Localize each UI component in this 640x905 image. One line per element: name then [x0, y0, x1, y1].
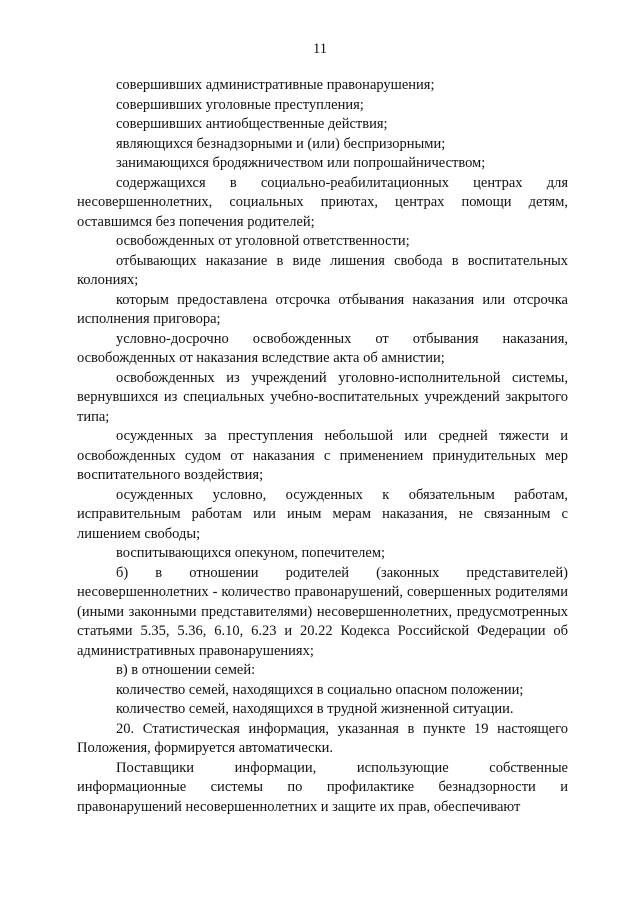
- paragraph: совершивших административные правонарушения;: [116, 77, 435, 93]
- paragraph: освобожденных от уголовной ответственности;: [116, 233, 410, 249]
- paragraph: количество семей, находящихся в социально опасном положении;: [116, 681, 524, 698]
- paragraph: содержащихся в социально-реабилитационных центрах для несовершеннолетних, социальных приютах, центрах помощи детям, оставшимся без попечения родителей;: [77, 174, 568, 230]
- paragraph: Поставщики информации, использующие собственные информационные системы по профилактике безнадзорности и правонарушений несовершеннолетних и защите их прав, обеспечивают: [77, 759, 568, 815]
- paragraph: осужденных за преступления небольшой или средней тяжести и освобожденных судом от наказания с применением принудительных мер воспитательного воздействия;: [77, 428, 568, 483]
- paragraph: в) в отношении семей:: [116, 662, 256, 678]
- paragraph: б) в отношении родителей (законных представителей) несовершеннолетних - количество правонарушений, совершенных родителями (иными законными представителями) несовершеннолетних, предусмотренных статьями 5.35, 5.36, 6.10, 6.23 и 20.22 Кодекса Российской Федерации об административных правонарушениях;: [77, 564, 568, 659]
- paragraph: освобожденных из учреждений уголовно-исполнительной системы, вернувшихся из специальных учебно-воспитательных учреждений закрытого типа;: [77, 369, 568, 425]
- document-body: [77, 76, 568, 817]
- paragraph: являющихся безнадзорными и (или) беспризорными;: [116, 135, 446, 152]
- paragraph: условно-досрочно освобожденных от отбывания наказания, освобожденных от наказания вследствие акта об амнистии;: [77, 330, 568, 366]
- paragraph: которым предоставлена отсрочка отбывания наказания или отсрочка исполнения приговора;: [77, 291, 568, 327]
- paragraph: количество семей, находящихся в трудной жизненной ситуации.: [116, 701, 514, 717]
- paragraph: осужденных условно, осужденных к обязательным работам, исправительным работам или иным мерам наказания, не связанным с лишением свободы;: [77, 486, 568, 542]
- paragraph: совершивших уголовные преступления;: [116, 96, 364, 113]
- paragraph: отбывающих наказание в виде лишения свобода в воспитательных колониях;: [77, 252, 568, 288]
- paragraph: воспитывающихся опекуном, попечителем;: [116, 545, 386, 561]
- page-number: 11: [313, 41, 327, 57]
- paragraph: совершивших антиобщественные действия;: [116, 116, 388, 132]
- paragraph: 20. Статистическая информация, указанная в пункте 19 настоящего Положения, формируется автоматически.: [77, 720, 568, 756]
- paragraph: занимающихся бродяжничеством или попрошайничеством;: [116, 155, 486, 171]
